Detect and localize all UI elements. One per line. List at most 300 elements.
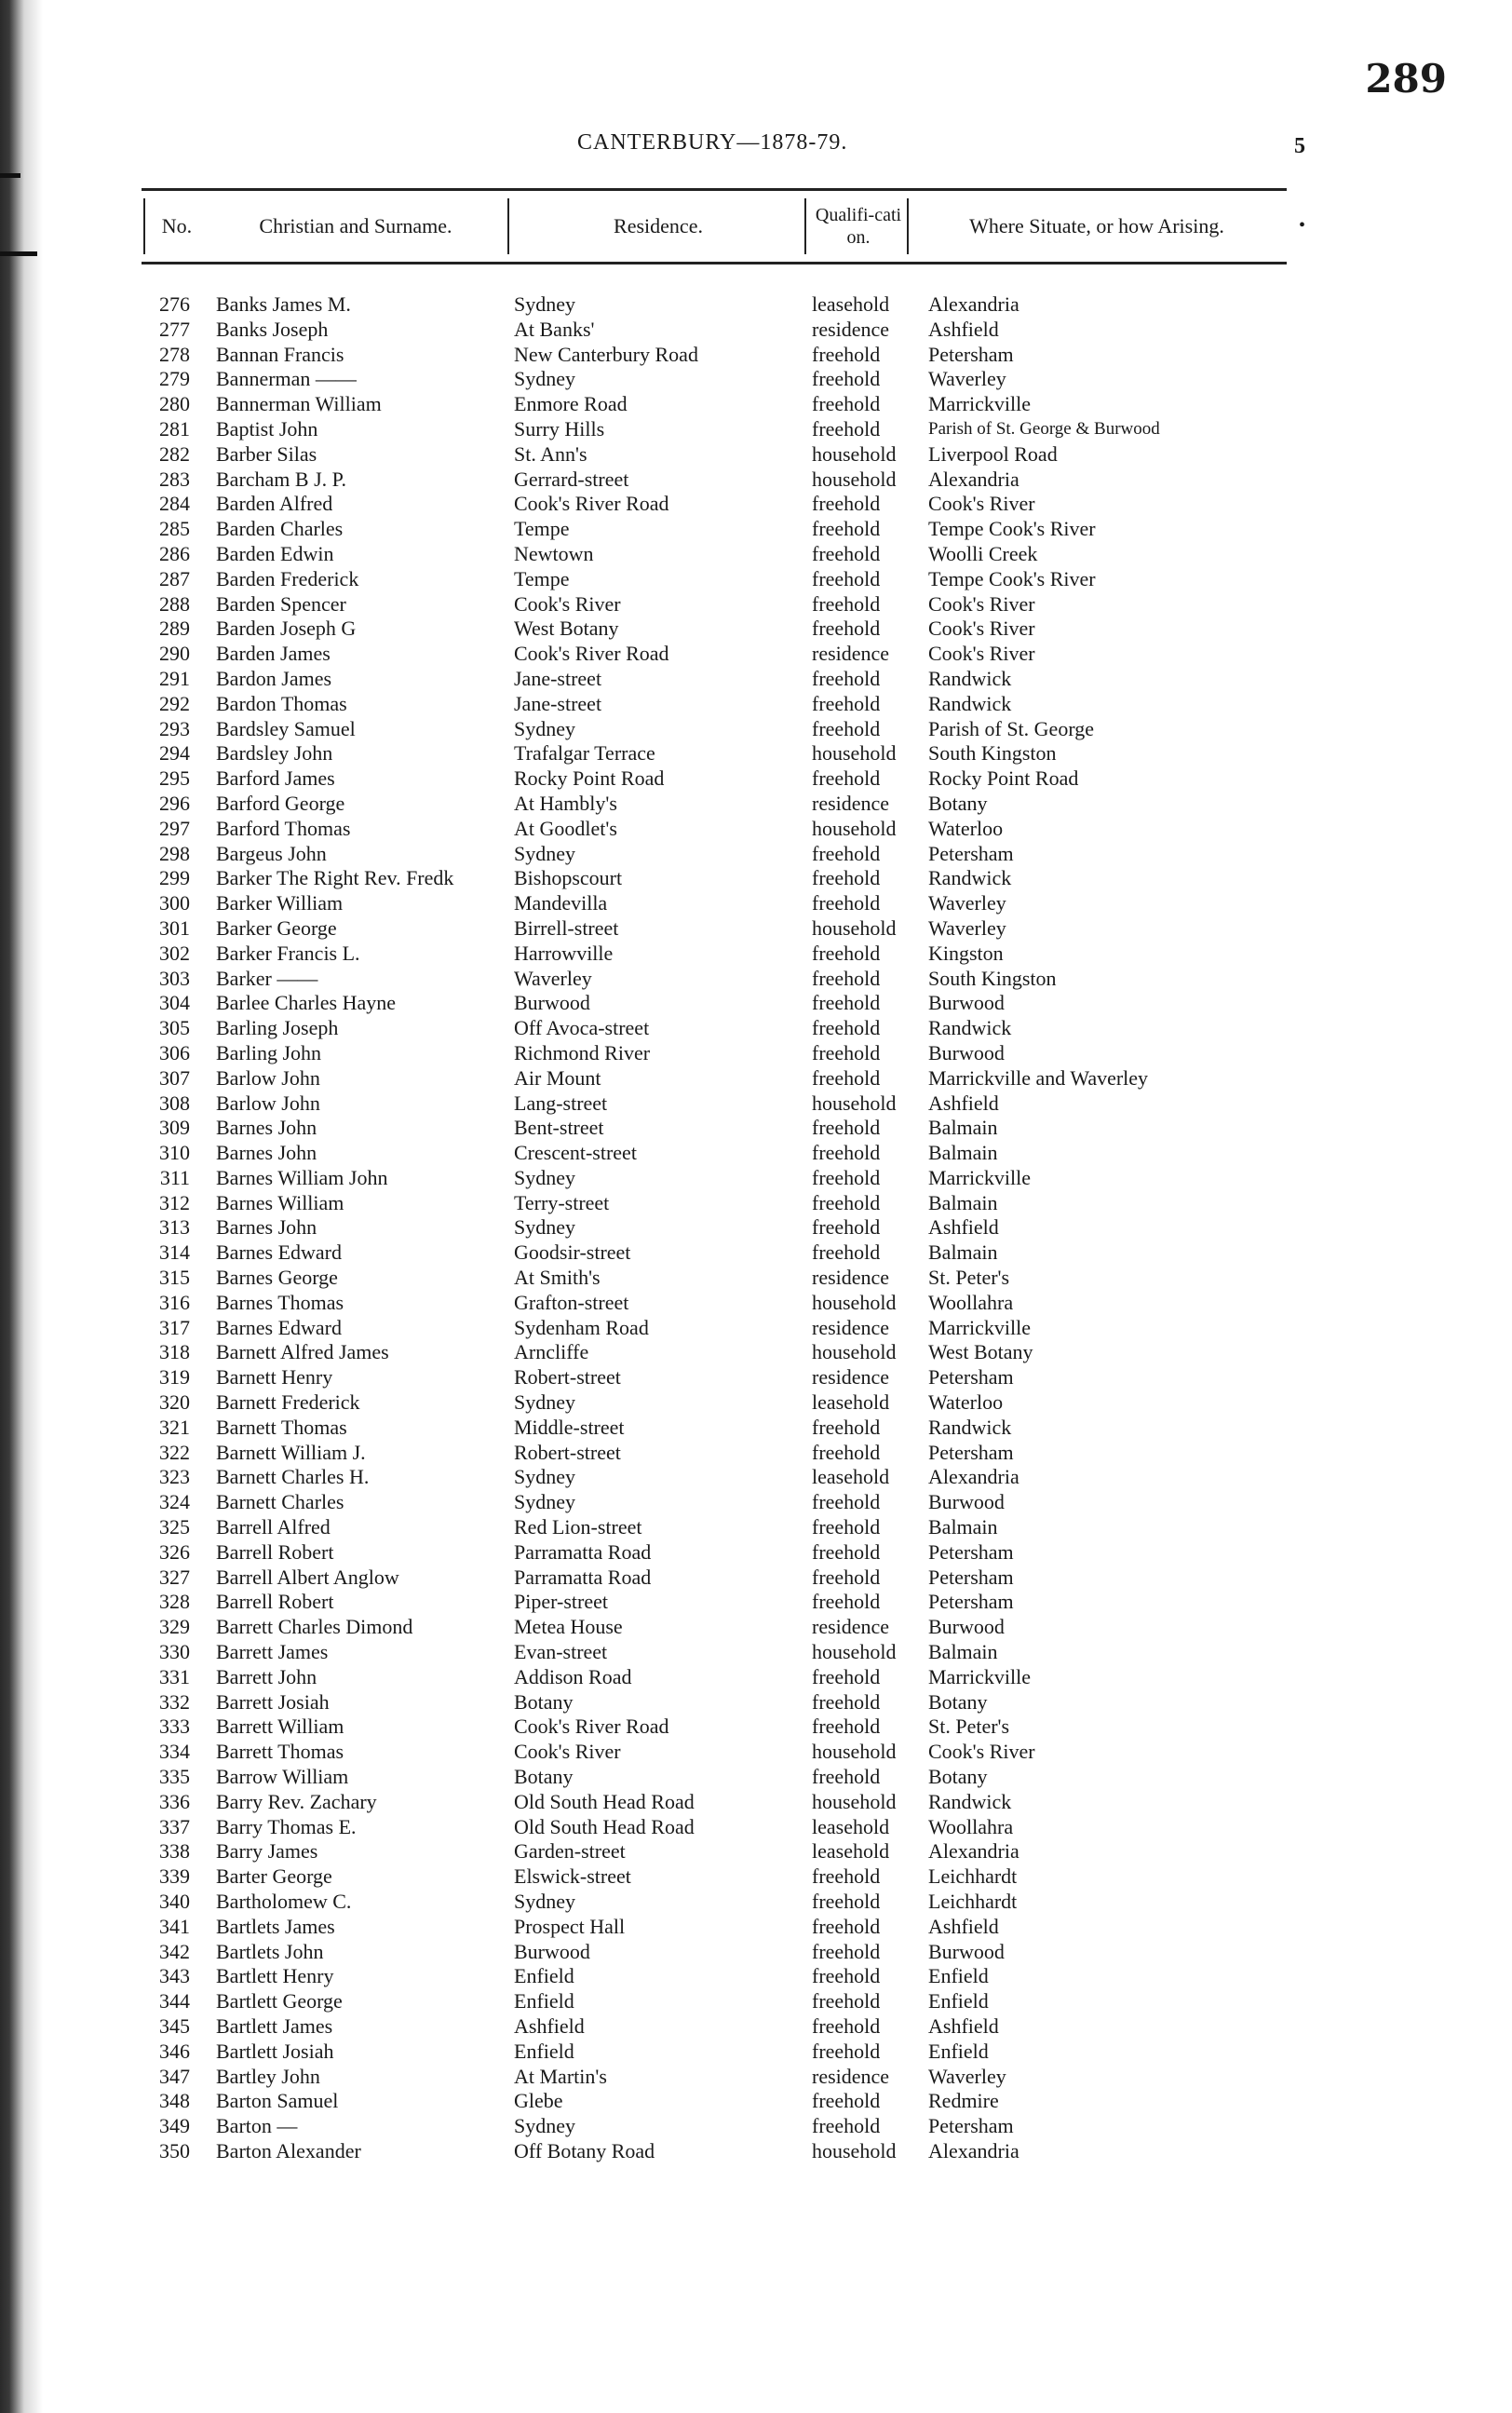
entry-number: 311 [159, 1165, 190, 1189]
entry-qualification: freehold [812, 1116, 881, 1140]
table-row [142, 817, 1296, 842]
entry-number: 286 [159, 541, 190, 565]
entry-number: 293 [159, 716, 190, 740]
entry-qualification: freehold [812, 716, 881, 740]
entry-qualification: freehold [812, 1190, 881, 1214]
entry-where: Ashfield [928, 1914, 999, 1938]
entry-number: 339 [159, 1864, 190, 1889]
table-row [142, 392, 1296, 417]
entry-where: Cook's River [928, 642, 1035, 666]
entry-number: 341 [159, 1914, 190, 1938]
entry-qualification: freehold [812, 1141, 881, 1165]
table-row [142, 1340, 1296, 1365]
entry-where: Randwick [928, 691, 1012, 715]
entry-number: 300 [159, 891, 190, 915]
entry-where: Enfield [928, 1964, 989, 1988]
entry-qualification: residence [812, 642, 890, 666]
entry-residence: Botany [514, 1765, 574, 1789]
entry-number: 302 [159, 941, 190, 965]
entry-number: 329 [159, 1615, 190, 1639]
table-header [142, 188, 1305, 264]
entry-qualification: freehold [812, 1664, 881, 1688]
entry-number: 298 [159, 841, 190, 865]
entry-where: Burwood [928, 1939, 1005, 1963]
table-row [142, 2114, 1296, 2139]
entry-name: Bannan Francis [216, 342, 344, 366]
entry-residence: Robert-street [514, 1440, 621, 1464]
entry-residence: Cook's River Road [514, 1715, 669, 1739]
entry-qualification: household [812, 915, 897, 940]
entry-where: Waverley [928, 367, 1006, 391]
entry-number: 278 [159, 342, 190, 366]
table-row [142, 417, 1296, 442]
entry-where: Petersham [928, 1565, 1014, 1589]
entry-name: Barton — [216, 2114, 298, 2138]
entry-number: 347 [159, 2064, 190, 2088]
entry-qualification: household [812, 1091, 897, 1115]
entry-name: Barnett Alfred James [216, 1340, 389, 1364]
entry-residence: Waverley [514, 966, 592, 990]
entry-name: Barford Thomas [216, 816, 351, 840]
table-row [142, 792, 1296, 817]
entry-where: Petersham [928, 2114, 1014, 2138]
table-row [142, 1915, 1296, 1940]
entry-residence: Sydney [514, 716, 575, 740]
entry-qualification: freehold [812, 1890, 881, 1913]
entry-qualification: leasehold [812, 1814, 890, 1838]
entry-residence: Sydney [514, 841, 575, 865]
entry-number: 350 [159, 2138, 190, 2162]
entry-qualification: freehold [812, 866, 881, 890]
entry-residence: Botany [514, 1689, 574, 1714]
entry-number: 309 [159, 1116, 190, 1140]
entry-number: 276 [159, 292, 190, 316]
entry-where: Enfield [928, 2039, 989, 2063]
entry-number: 288 [159, 591, 190, 616]
entry-qualification: freehold [812, 1490, 881, 1514]
entry-number: 281 [159, 416, 190, 441]
column-rule [143, 198, 145, 254]
entry-number: 314 [159, 1240, 190, 1265]
header-residence: Residence. [614, 213, 703, 237]
entry-name: Barling John [216, 1040, 322, 1064]
entry-qualification: freehold [812, 1415, 881, 1439]
entry-residence: Jane-street [514, 691, 602, 715]
entry-number: 308 [159, 1091, 190, 1115]
entry-qualification: freehold [812, 1715, 881, 1739]
entry-residence: Air Mount [514, 1065, 601, 1090]
entry-where: Botany [928, 1765, 988, 1789]
entry-where: Waterloo [928, 1390, 1004, 1415]
entry-where: Woollahra [928, 1290, 1014, 1314]
entry-qualification: freehold [812, 566, 881, 590]
entry-qualification: residence [812, 317, 890, 341]
entry-name: Barrett James [216, 1640, 329, 1664]
entry-where: Alexandria [928, 1465, 1019, 1489]
entry-qualification: freehold [812, 2039, 881, 2063]
entry-qualification: freehold [812, 1689, 881, 1714]
table-row [142, 1640, 1296, 1665]
entry-number: 296 [159, 791, 190, 815]
entry-name: Bardsley Samuel [216, 716, 356, 740]
table-row [142, 367, 1296, 392]
entry-where: Redmire [928, 2089, 999, 2113]
table-row [142, 891, 1296, 916]
entry-residence: Arncliffe [514, 1340, 589, 1364]
entry-name: Bartlets John [216, 1939, 324, 1963]
entry-number: 342 [159, 1939, 190, 1963]
entry-where: Balmain [928, 1116, 998, 1140]
entry-where: Botany [928, 791, 988, 815]
entry-where: Enfield [928, 1989, 989, 2013]
entry-name: Barrett Thomas [216, 1740, 344, 1764]
entry-qualification: household [812, 2138, 897, 2162]
entry-residence: Sydney [514, 1215, 575, 1240]
entry-residence: Newtown [514, 541, 594, 565]
entry-number: 344 [159, 1989, 190, 2013]
entry-name: Barden Frederick [216, 566, 359, 590]
entry-name: Barden Edwin [216, 541, 334, 565]
entry-name: Barden Spencer [216, 591, 346, 616]
entry-number: 334 [159, 1740, 190, 1764]
entry-residence: Piper-street [514, 1590, 608, 1614]
entry-number: 282 [159, 441, 190, 466]
entry-residence: West Botany [514, 617, 619, 641]
table-row [142, 1141, 1296, 1166]
entry-name: Barrell Robert [216, 1590, 334, 1614]
entry-qualification: residence [812, 1266, 890, 1290]
table-row [142, 1566, 1296, 1591]
entry-where: Alexandria [928, 2138, 1019, 2162]
entry-name: Barden Alfred [216, 492, 333, 516]
entry-residence: Lang-street [514, 1091, 608, 1115]
entry-residence: At Hambly's [514, 791, 617, 815]
entry-residence: Sydney [514, 1490, 575, 1514]
entry-qualification: freehold [812, 1065, 881, 1090]
entry-qualification: freehold [812, 1040, 881, 1064]
table-row [142, 442, 1296, 468]
entry-number: 330 [159, 1640, 190, 1664]
entry-name: Barber Silas [216, 441, 317, 466]
entry-where: St. Peter's [928, 1715, 1010, 1739]
entry-number: 316 [159, 1290, 190, 1314]
entry-number: 289 [159, 617, 190, 641]
table-row [142, 1790, 1296, 1815]
entry-residence: Old South Head Road [514, 1814, 695, 1838]
entry-residence: Crescent-street [514, 1141, 637, 1165]
entry-number: 343 [159, 1964, 190, 1988]
entry-name: Barter George [216, 1864, 332, 1889]
table-row [142, 667, 1296, 692]
entry-where: Petersham [928, 342, 1014, 366]
table-row [142, 1116, 1296, 1141]
entry-qualification: freehold [812, 766, 881, 791]
entry-where: Balmain [928, 1240, 998, 1265]
entry-where: Parish of St. George [928, 716, 1095, 740]
entry-qualification: freehold [812, 541, 881, 565]
entry-number: 318 [159, 1340, 190, 1364]
entry-residence: Red Lion-street [514, 1515, 642, 1539]
table-row [142, 1490, 1296, 1515]
table-row [142, 766, 1296, 792]
entry-qualification: freehold [812, 1165, 881, 1189]
entry-number: 306 [159, 1040, 190, 1064]
entry-number: 295 [159, 766, 190, 791]
table-row [142, 1291, 1296, 1316]
entry-residence: Parramatta Road [514, 1565, 652, 1589]
entry-number: 326 [159, 1539, 190, 1564]
entry-where: Petersham [928, 1365, 1014, 1390]
entry-qualification: freehold [812, 691, 881, 715]
entry-qualification: leasehold [812, 1390, 890, 1415]
entry-where: Ashfield [928, 1091, 999, 1115]
entry-residence: Sydney [514, 367, 575, 391]
table-row [142, 1416, 1296, 1441]
table-row [142, 1365, 1296, 1390]
table-row [142, 741, 1296, 766]
table-row [142, 542, 1296, 567]
entry-where: Ashfield [928, 317, 999, 341]
entry-name: Banks Joseph [216, 317, 329, 341]
entry-qualification: household [812, 816, 897, 840]
entry-name: Bargeus John [216, 841, 327, 865]
table-row [142, 2040, 1296, 2065]
entry-where: Ashfield [928, 2013, 999, 2038]
entry-number: 315 [159, 1266, 190, 1290]
entry-where: Parish of St. George & Burwood [928, 418, 1160, 439]
entry-residence: Old South Head Road [514, 1789, 695, 1813]
entry-where: Alexandria [928, 292, 1019, 316]
entry-number: 336 [159, 1789, 190, 1813]
entry-qualification: residence [812, 1315, 890, 1339]
entry-number: 338 [159, 1839, 190, 1864]
entry-residence: Tempe [514, 566, 570, 590]
entry-number: 317 [159, 1315, 190, 1339]
entry-where: Waverley [928, 915, 1006, 940]
entry-number: 287 [159, 566, 190, 590]
entry-qualification: freehold [812, 416, 881, 441]
entry-name: Barnes John [216, 1116, 317, 1140]
table-row [142, 1665, 1296, 1690]
entry-where: Cook's River [928, 1740, 1035, 1764]
entry-residence: Cook's River Road [514, 642, 669, 666]
column-rule [907, 198, 909, 254]
entry-number: 331 [159, 1664, 190, 1688]
entry-qualification: freehold [812, 1539, 881, 1564]
entry-qualification: household [812, 1640, 897, 1664]
table-row [142, 517, 1296, 542]
entry-where: Randwick [928, 1415, 1012, 1439]
entry-qualification: freehold [812, 591, 881, 616]
entry-number: 285 [159, 517, 190, 541]
entry-qualification: freehold [812, 392, 881, 416]
entry-name: Barnes William John [216, 1165, 388, 1189]
entry-residence: Enfield [514, 1989, 574, 2013]
entry-number: 284 [159, 492, 190, 516]
table-row [142, 318, 1296, 343]
entry-residence: Burwood [514, 1939, 590, 1963]
entry-residence: Burwood [514, 991, 590, 1015]
entry-name: Barnett Henry [216, 1365, 333, 1390]
entry-qualification: freehold [812, 617, 881, 641]
table-row [142, 1191, 1296, 1216]
entry-where: Tempe Cook's River [928, 566, 1096, 590]
entry-residence: Enmore Road [514, 392, 628, 416]
table-row [142, 1715, 1296, 1740]
entry-name: Barnes John [216, 1215, 317, 1240]
header-name: Christian and Surname. [259, 213, 452, 237]
table-row [142, 1839, 1296, 1864]
entry-name: Barnes Edward [216, 1240, 343, 1265]
entry-number: 301 [159, 915, 190, 940]
entry-qualification: freehold [812, 1565, 881, 1589]
entry-residence: Parramatta Road [514, 1539, 652, 1564]
entry-number: 324 [159, 1490, 190, 1514]
entry-number: 310 [159, 1141, 190, 1165]
entry-number: 312 [159, 1190, 190, 1214]
entry-qualification: household [812, 1740, 897, 1764]
entry-qualification: freehold [812, 1215, 881, 1240]
entry-number: 283 [159, 467, 190, 491]
entry-name: Baptist John [216, 416, 318, 441]
entry-residence: Jane-street [514, 666, 602, 690]
entry-name: Bartley John [216, 2064, 320, 2088]
entry-name: Barlee Charles Hayne [216, 991, 397, 1015]
entry-where: Randwick [928, 866, 1012, 890]
entry-number: 304 [159, 991, 190, 1015]
entry-residence: Sydenham Road [514, 1315, 649, 1339]
entry-name: Barrell Alfred [216, 1515, 331, 1539]
entry-where: Alexandria [928, 467, 1019, 491]
entry-qualification: freehold [812, 2114, 881, 2138]
running-title: CANTERBURY—1878-79. [577, 130, 848, 155]
entry-where: Marrickville [928, 1664, 1031, 1688]
table-row [142, 1091, 1296, 1117]
entry-number: 290 [159, 642, 190, 666]
entry-residence: Robert-street [514, 1365, 621, 1390]
table-row [142, 991, 1296, 1016]
entry-name: Bartlett George [216, 1989, 343, 2013]
entry-qualification: freehold [812, 1765, 881, 1789]
entry-residence: Sydney [514, 292, 575, 316]
entry-name: Barker Francis L. [216, 941, 360, 965]
entry-name: Barnes Thomas [216, 1290, 344, 1314]
header-where: Where Situate, or how Arising. [969, 213, 1224, 237]
edge-mark [0, 173, 20, 178]
header-no: No. [161, 213, 193, 237]
entry-residence: Evan-street [514, 1640, 608, 1664]
entry-name: Barrett Josiah [216, 1689, 330, 1714]
entry-where: Waverley [928, 891, 1006, 915]
entry-residence: Off Botany Road [514, 2138, 655, 2162]
entry-qualification: freehold [812, 966, 881, 990]
entry-number: 319 [159, 1365, 190, 1390]
entry-name: Barden Charles [216, 517, 344, 541]
entry-residence: Rocky Point Road [514, 766, 665, 791]
entry-name: Barling Joseph [216, 1016, 339, 1040]
entry-qualification: freehold [812, 342, 881, 366]
entry-name: Barnett Thomas [216, 1415, 347, 1439]
entry-name: Bardsley John [216, 741, 333, 766]
entry-where: Marrickville [928, 392, 1031, 416]
entry-residence: Ashfield [514, 2013, 585, 2038]
table-row [142, 942, 1296, 967]
entry-residence: Cook's River [514, 591, 621, 616]
entry-residence: Richmond River [514, 1040, 651, 1064]
table-row [142, 292, 1296, 318]
entry-name: Bardon Thomas [216, 691, 347, 715]
entry-name: Barford James [216, 766, 335, 791]
entry-residence: At Goodlet's [514, 816, 617, 840]
table-row [142, 1940, 1296, 1965]
entry-number: 333 [159, 1715, 190, 1739]
entry-qualification: residence [812, 2064, 890, 2088]
entry-name: Barrell Robert [216, 1539, 334, 1564]
entry-name: Barton Alexander [216, 2138, 361, 2162]
entry-qualification: freehold [812, 2089, 881, 2113]
entry-where: Marrickville [928, 1165, 1031, 1189]
entry-qualification: freehold [812, 841, 881, 865]
entry-qualification: freehold [812, 1590, 881, 1614]
entry-number: 299 [159, 866, 190, 890]
table-row [142, 1815, 1296, 1840]
entry-name: Bartholomew C. [216, 1890, 352, 1913]
table-row [142, 1515, 1296, 1540]
entry-name: Barry Rev. Zachary [216, 1789, 377, 1813]
entry-name: Barry James [216, 1839, 318, 1864]
entry-where: Randwick [928, 666, 1012, 690]
entry-where: Leichhardt [928, 1890, 1018, 1913]
table-row [142, 1890, 1296, 1915]
entry-name: Barcham B J. P. [216, 467, 346, 491]
table-row [142, 1066, 1296, 1091]
entry-number: 337 [159, 1814, 190, 1838]
entry-residence: Gerrard-street [514, 467, 629, 491]
entry-number: 277 [159, 317, 190, 341]
entry-residence: Glebe [514, 2089, 563, 2113]
table-row [142, 2089, 1296, 2114]
table-row [142, 866, 1296, 891]
entry-name: Barford George [216, 791, 345, 815]
sheet-number: 5 [1294, 134, 1305, 158]
entry-where: Petersham [928, 1539, 1014, 1564]
entry-name: Barker George [216, 915, 337, 940]
table-row [142, 1590, 1296, 1615]
entry-residence: Tempe [514, 517, 570, 541]
header-qualification: Qualifi-cation. [815, 205, 902, 248]
entry-where: Alexandria [928, 1839, 1019, 1864]
entry-qualification: freehold [812, 891, 881, 915]
entry-residence: Harrowville [514, 941, 614, 965]
entry-residence: Grafton-street [514, 1290, 629, 1314]
voter-list [142, 292, 1296, 2164]
entry-residence: Surry Hills [514, 416, 605, 441]
table-row [142, 2014, 1296, 2040]
entry-number: 291 [159, 666, 190, 690]
entry-residence: Birrell-street [514, 915, 619, 940]
entry-where: West Botany [928, 1340, 1033, 1364]
entry-name: Bartlets James [216, 1914, 335, 1938]
entry-number: 322 [159, 1440, 190, 1464]
entry-qualification: freehold [812, 1240, 881, 1265]
entry-where: Botany [928, 1689, 988, 1714]
entry-qualification: freehold [812, 367, 881, 391]
entry-residence: At Smith's [514, 1266, 601, 1290]
table-row [142, 2065, 1296, 2090]
table-row [142, 967, 1296, 992]
entry-where: Balmain [928, 1190, 998, 1214]
entry-name: Barlow John [216, 1065, 320, 1090]
